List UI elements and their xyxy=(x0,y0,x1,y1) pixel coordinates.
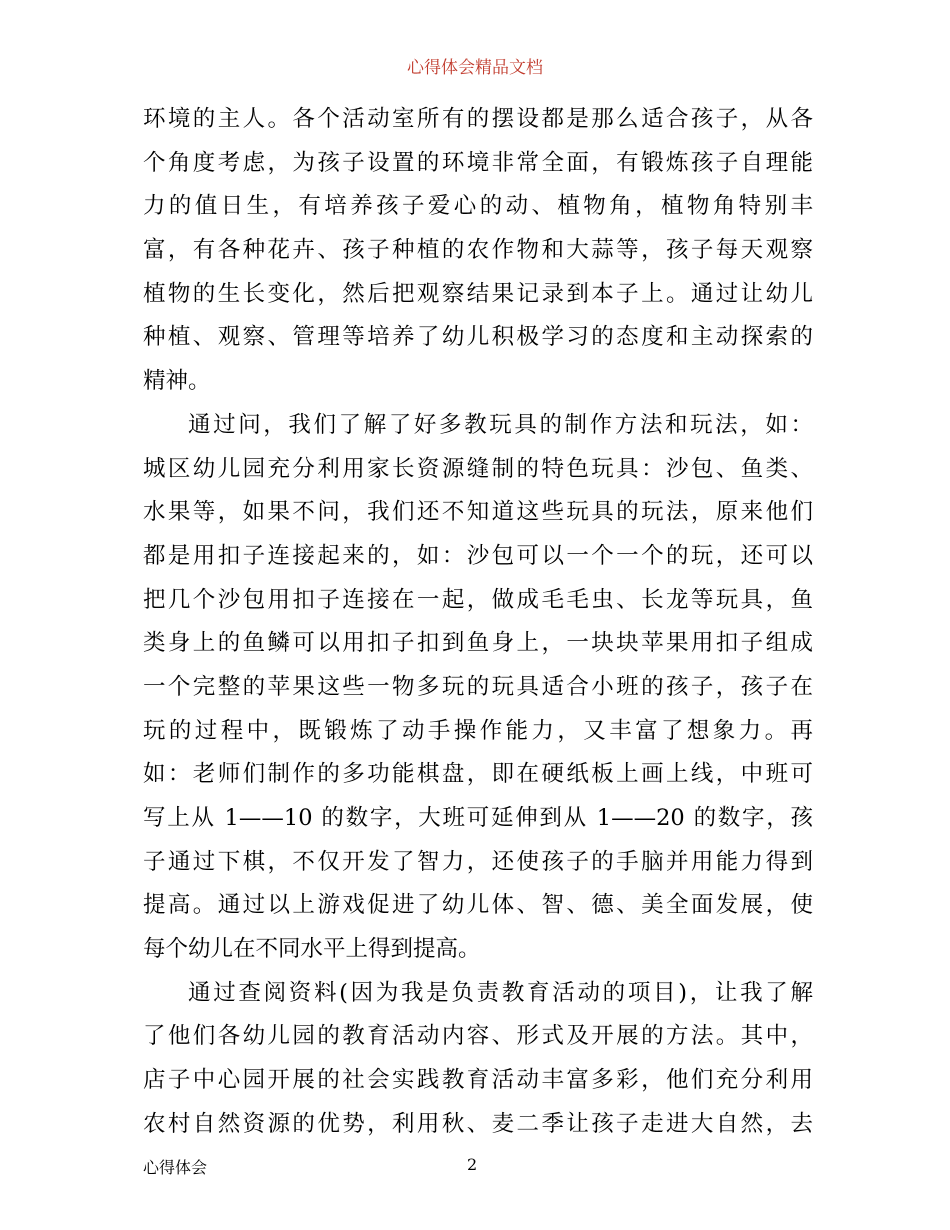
text-line: 植物的生长变化，然后把观察结果记录到本子上。通过让幼儿 xyxy=(143,280,813,307)
text-line: 通过问，我们了解了好多教玩具的制作方法和玩法，如： xyxy=(188,411,813,438)
text-line: 提高。通过以上游戏促进了幼儿体、智、德、美全面发展，使 xyxy=(143,892,813,919)
text-line: 水果等，如果不问，我们还不知道这些玩具的玩法，原来他们 xyxy=(143,499,813,526)
text-line: 力的值日生，有培养孩子爱心的动、植物角，植物角特别丰 xyxy=(143,193,813,220)
text-line: 城区幼儿园充分利用家长资源缝制的特色玩具：沙包、鱼类、 xyxy=(143,455,813,482)
text-line: 一个完整的苹果这些一物多玩的玩具适合小班的孩子，孩子在 xyxy=(143,673,813,700)
text-line: 店子中心园开展的社会实践教育活动丰富多彩，他们充分利用 xyxy=(143,1067,813,1094)
text-line: 通过查阅资料(因为我是负责教育活动的项目)，让我了解 xyxy=(188,979,813,1006)
text-line: 玩的过程中，既锻炼了动手操作能力，又丰富了想象力。再 xyxy=(143,717,813,744)
body-text xyxy=(143,98,813,1147)
text-line: 种植、观察、管理等培养了幼儿积极学习的态度和主动探索的 xyxy=(143,324,813,351)
page-number: 2 xyxy=(467,1155,478,1174)
footer-label: 心得体会 xyxy=(143,1158,208,1177)
text-line: 环境的主人。各个活动室所有的摆设都是那么适合孩子，从各 xyxy=(143,106,813,132)
header-title: 心得体会精品文档 xyxy=(407,58,543,78)
text-line: 类身上的鱼鳞可以用扣子扣到鱼身上，一块块苹果用扣子组成 xyxy=(143,630,813,657)
text-line: 把几个沙包用扣子连接在一起，做成毛毛虫、长龙等玩具，鱼 xyxy=(143,586,813,613)
text-line: 个角度考虑，为孩子设置的环境非常全面，有锻炼孩子自理能 xyxy=(143,149,813,176)
text-line: 精神。 xyxy=(143,368,211,395)
text-line: 富，有各种花卉、孩子种植的农作物和大蒜等，孩子每天观察 xyxy=(143,237,813,264)
text-line: 每个幼儿在不同水平上得到提高。 xyxy=(143,936,481,963)
text-line: 写上从 1——10 的数字，大班可延伸到从 1——20 的数字，孩 xyxy=(143,805,813,831)
text-line: 了他们各幼儿园的教育活动内容、形式及开展的方法。其中， xyxy=(143,1023,813,1050)
text-line: 农村自然资源的优势，利用秋、麦二季让孩子走进大自然，去 xyxy=(143,1110,813,1137)
text-line: 子通过下棋，不仅开发了智力，还使孩子的手脑并用能力得到 xyxy=(143,848,813,875)
text-line: 都是用扣子连接起来的，如：沙包可以一个一个的玩，还可以 xyxy=(143,542,813,569)
text-line: 如：老师们制作的多功能棋盘，即在硬纸板上画上线，中班可 xyxy=(143,761,813,788)
